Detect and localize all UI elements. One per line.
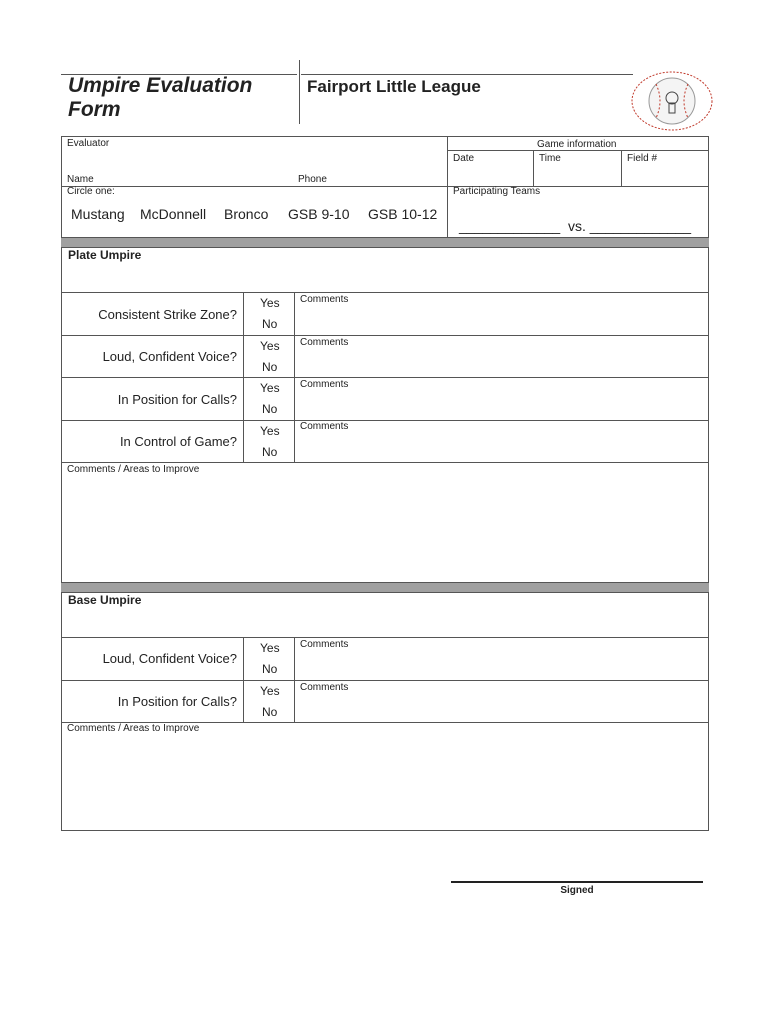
base-q-position: In Position for Calls?: [117, 694, 237, 709]
division-mcdonnell[interactable]: McDonnell: [140, 206, 207, 222]
plate-q-voice: Loud, Confident Voice?: [102, 349, 237, 364]
evaluator-label: Evaluator: [67, 138, 110, 149]
base-comments-1[interactable]: Comments: [300, 682, 349, 693]
base-improve-label[interactable]: Comments / Areas to Improve: [67, 723, 200, 734]
plate-rule-2: [61, 377, 709, 378]
plate-rule-1: [61, 335, 709, 336]
header-rule-right: [301, 74, 633, 75]
plate-q-strike-zone: Consistent Strike Zone?: [98, 307, 237, 322]
signed-label: Signed: [560, 885, 594, 896]
base-comments-0[interactable]: Comments: [300, 639, 349, 650]
base-rule-0: [61, 637, 709, 638]
teams-vs-line[interactable]: _____________ vs. _____________: [459, 218, 691, 234]
time-field-divider: [621, 150, 622, 186]
base-no-1[interactable]: No: [262, 705, 278, 719]
league-logo-icon: [630, 70, 714, 132]
plate-yes-3[interactable]: Yes: [260, 424, 280, 438]
base-q-voice: Loud, Confident Voice?: [102, 651, 237, 666]
name-label: Name: [67, 174, 94, 185]
plate-heading: Plate Umpire: [68, 248, 142, 262]
base-col-yn: [294, 637, 295, 722]
plate-comments-0[interactable]: Comments: [300, 294, 349, 305]
league-name: Fairport Little League: [307, 77, 481, 96]
division-gsb-9-10[interactable]: GSB 9-10: [288, 206, 350, 222]
base-section: [61, 592, 709, 831]
date-label: Date: [453, 153, 475, 164]
field-label: Field #: [627, 153, 658, 164]
plate-no-0[interactable]: No: [262, 317, 278, 331]
plate-rule-3: [61, 420, 709, 421]
plate-rule-0: [61, 292, 709, 293]
info-divider: [447, 136, 448, 238]
plate-no-1[interactable]: No: [262, 360, 278, 374]
plate-yes-1[interactable]: Yes: [260, 339, 280, 353]
base-yes-1[interactable]: Yes: [260, 684, 280, 698]
division-mustang[interactable]: Mustang: [71, 206, 125, 222]
plate-no-3[interactable]: No: [262, 445, 278, 459]
teams-label: Participating Teams: [453, 186, 541, 197]
base-col-q: [243, 637, 244, 722]
date-time-divider: [533, 150, 534, 186]
phone-label: Phone: [298, 174, 327, 185]
plate-no-2[interactable]: No: [262, 402, 278, 416]
plate-col-q: [243, 292, 244, 462]
plate-band: [61, 238, 709, 247]
game-info-label: Game information: [537, 139, 617, 150]
time-label: Time: [539, 153, 561, 164]
form-title: Umpire Evaluation Form: [68, 74, 253, 121]
plate-yes-0[interactable]: Yes: [260, 296, 280, 310]
plate-section: [61, 247, 709, 583]
base-rule-1: [61, 680, 709, 681]
plate-improve-label[interactable]: Comments / Areas to Improve: [67, 464, 200, 475]
division-gsb-10-12[interactable]: GSB 10-12: [368, 206, 438, 222]
game-info-rule: [447, 150, 709, 151]
signature-line[interactable]: [451, 881, 703, 883]
base-heading: Base Umpire: [68, 593, 142, 607]
base-yes-0[interactable]: Yes: [260, 641, 280, 655]
division-bronco[interactable]: Bronco: [224, 206, 269, 222]
base-band: [61, 583, 709, 592]
plate-comments-3[interactable]: Comments: [300, 421, 349, 432]
info-row-rule: [61, 186, 709, 187]
plate-comments-1[interactable]: Comments: [300, 337, 349, 348]
plate-yes-2[interactable]: Yes: [260, 381, 280, 395]
plate-comments-2[interactable]: Comments: [300, 379, 349, 390]
plate-q-position: In Position for Calls?: [117, 392, 237, 407]
plate-rule-4: [61, 462, 709, 463]
base-no-0[interactable]: No: [262, 662, 278, 676]
plate-q-control: In Control of Game?: [119, 434, 237, 449]
header-divider: [299, 60, 300, 124]
plate-col-yn: [294, 292, 295, 462]
circle-one-label: Circle one:: [67, 186, 115, 197]
